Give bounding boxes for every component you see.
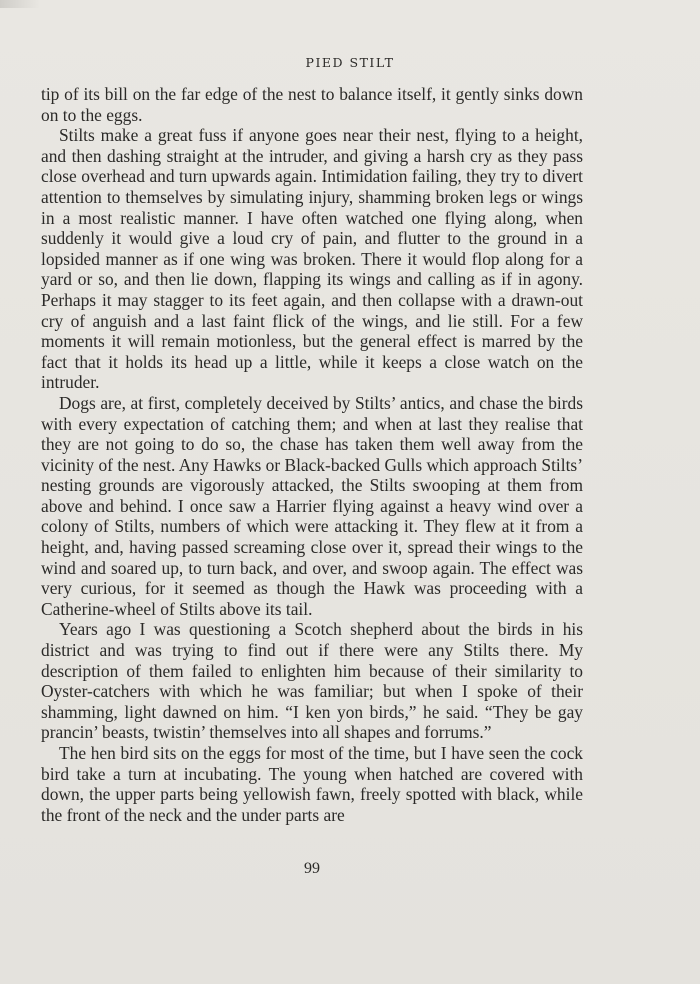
paragraph: The hen bird sits on the eggs for most of the time, but I have seen the cock bird take a turn at incubating. The young when hatched are covered with down, the upper parts being yellowish fawn, freely spotted with black, while the front of the neck and the under parts are — [41, 743, 583, 825]
paragraph: Dogs are, at first, completely deceived by Stilts’ antics, and chase the birds with every expectation of catching them; and when at last they realise that they are not going to do so, the chase has taken them well away from the vicinity of the nest. Any Hawks or Black-backed Gulls which approach Stilts’ nesting grounds are vigorously attacked, the Stilts swooping at them from above and behind. I once saw a Harrier flying against a heavy wind over a colony of Stilts, numbers of which were attacking it. They flew at it from a height, and, having passed screaming close over it, spread their wings to the wind and soared up, to turn back, and over, and swoop again. The effect was very curious, for it seemed as though the Hawk was proceeding with a Catherine-wheel of Stilts above its tail. — [41, 392, 583, 619]
paragraph: Years ago I was questioning a Scotch shepherd about the birds in his district and was trying to find out if there were any Stilts there. My description of them failed to enlighten him because of their similarity to Oyster-catchers with which he was familiar; but when I spoke of their shamming, light dawned on him. “I ken yon birds,” he said. “They be gay prancin’ beasts, twistin’ themselves into all shapes and forrums.” — [41, 619, 583, 743]
page-corner-shadow — [0, 0, 40, 8]
body-text — [41, 84, 583, 825]
paragraph: Stilts make a great fuss if anyone goes near their nest, flying to a height, and then dashing straight at the intruder, and giving a harsh cry as they pass close overhead and turn upwards again. Intimidation failing, they try to divert attention to themselves by simulating injury, shamming broken legs or wings in a most realistic manner. I have often watched one flying along, when suddenly it would give a loud cry of pain, and flutter to the ground in a lopsided manner as if one wing was broken. There it would flop along for a yard or so, and then lie down, flapping its wings and calling as if in agony. Perhaps it may stagger to its feet again, and then collapse with a drawn-out cry of anguish and a last faint flick of the wings, and lie still. For a few moments it will remain motionless, but the general effect is marred by the fact that it holds its head up a little, while it keeps a close watch on the intruder. — [41, 125, 583, 393]
page-number: 99 — [304, 860, 320, 877]
running-head: PIED STILT — [305, 55, 395, 70]
paragraph: tip of its bill on the far edge of the nest to balance itself, it gently sinks down on to the eggs. — [41, 84, 583, 125]
